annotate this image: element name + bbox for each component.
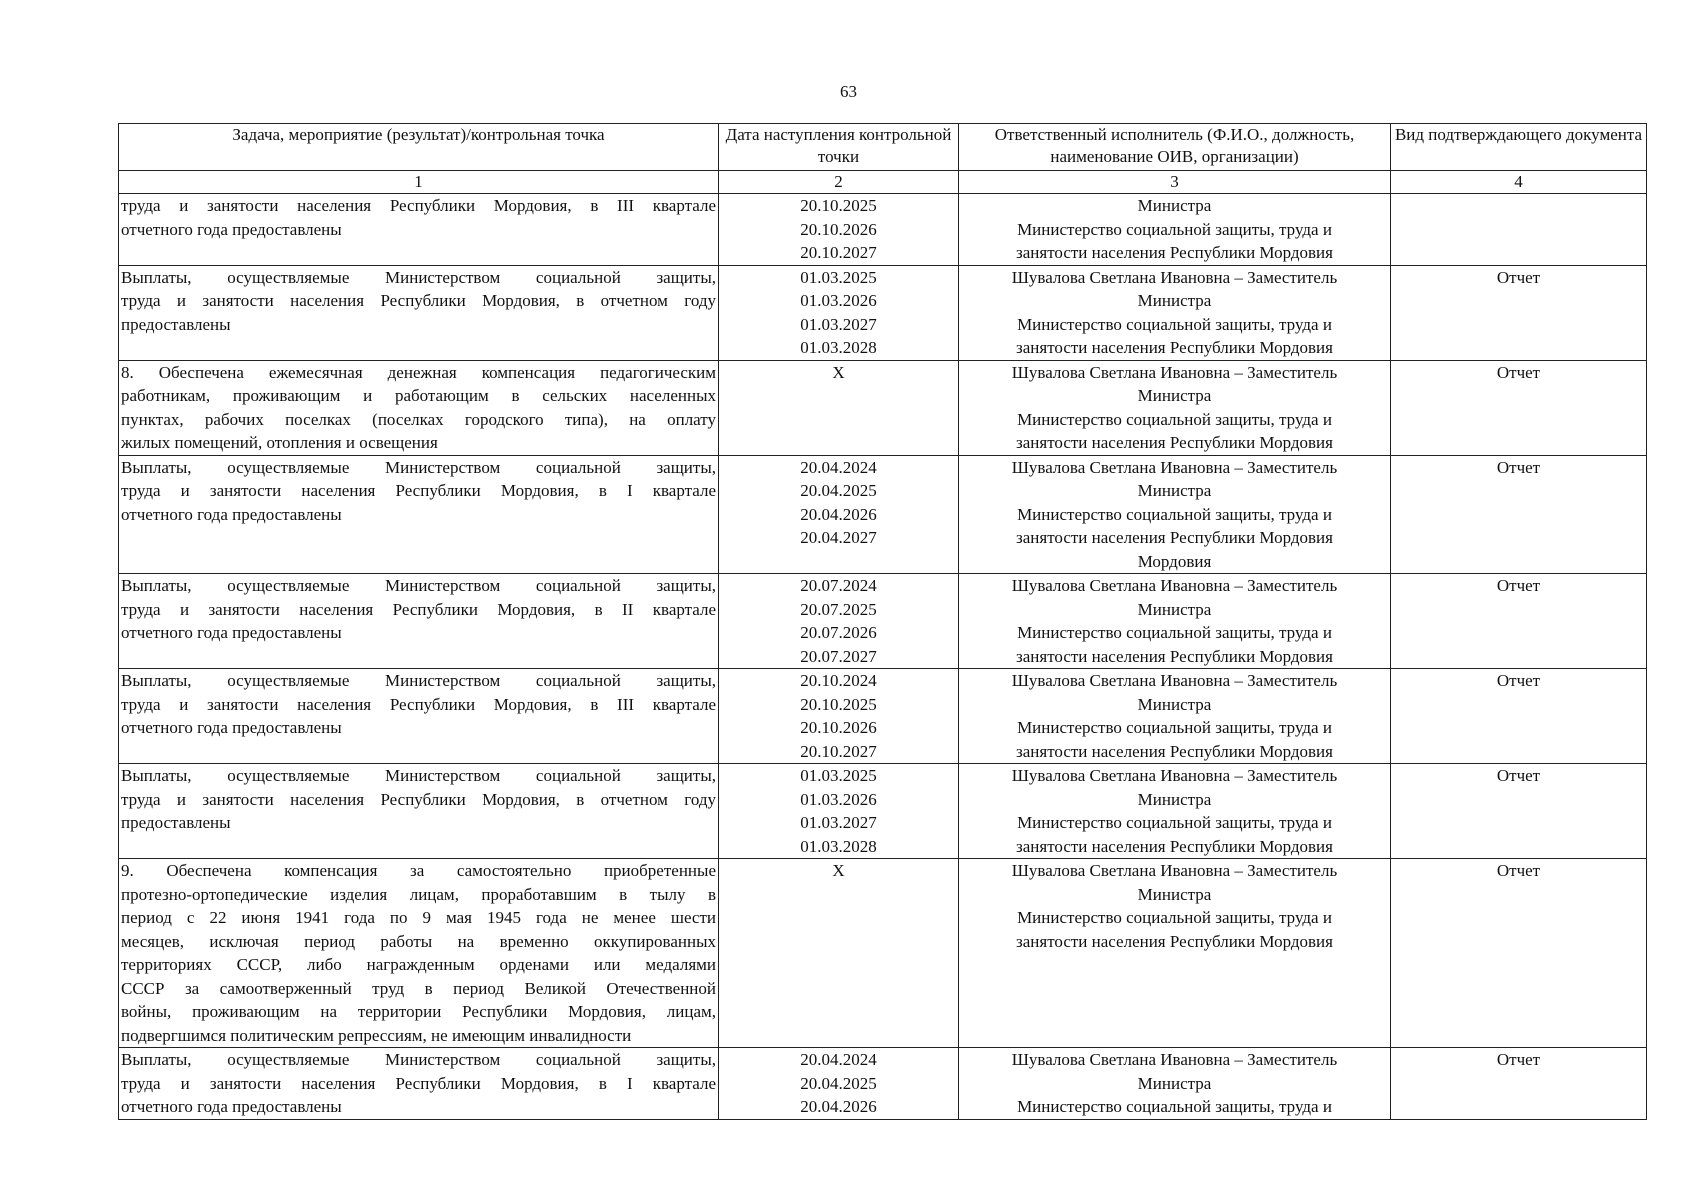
task-line: работникам, проживающим и работающим в сельских населенных	[121, 386, 716, 405]
task-line: период с 22 июня 1941 года по 9 мая 1945 года не менее шести	[121, 908, 716, 927]
control-date: 01.03.2027	[800, 314, 877, 334]
responsible-line: Министерство социальной защиты, труда и	[1017, 623, 1332, 642]
document-type-cell: Отчет	[1391, 859, 1647, 1048]
date-cell	[719, 859, 959, 1048]
task-line: отчетного года предоставлены	[121, 504, 342, 524]
responsible-line: Министерство социальной защиты, труда и	[1017, 409, 1332, 429]
task-line: отчетного года предоставлены	[121, 219, 342, 239]
date-cell	[719, 194, 959, 266]
responsible-line: Министра	[1137, 694, 1212, 714]
column-number-row	[119, 171, 1647, 194]
control-points-table	[118, 123, 1647, 1120]
header-row	[119, 124, 1647, 171]
control-date: 20.04.2025	[800, 481, 877, 500]
responsible-line: занятости населения Республики Мордовия	[1016, 836, 1333, 856]
control-date: 20.07.2024	[800, 576, 877, 595]
control-date: 01.03.2027	[800, 813, 877, 832]
table-row	[119, 1048, 1647, 1120]
task-line: труда и занятости населения Республики Мордовия, в отчетном году	[121, 789, 716, 809]
responsible-line: Министерство социальной защиты, труда и	[1017, 1097, 1332, 1116]
responsible-line: Мордовия	[1137, 551, 1212, 571]
date-cell	[719, 574, 959, 669]
responsible-cell	[959, 265, 1391, 360]
task-line: труда и занятости населения Республики Мордовия, в III квартале	[121, 694, 716, 714]
task-line: войны, проживающим на территории Республики Мордовия, лицам,	[121, 1002, 716, 1021]
document-type-cell: Отчет	[1391, 455, 1647, 574]
responsible-line: Министра	[1137, 1073, 1212, 1093]
control-date: 20.10.2026	[800, 219, 877, 239]
header-task: Задача, мероприятие (результат)/контрольная точка	[119, 124, 719, 171]
control-date: 20.04.2026	[800, 1097, 877, 1116]
header-date: Дата наступления контрольной точки	[719, 124, 959, 171]
task-cell	[119, 574, 719, 669]
task-line: СССР за самоотверженный труд в период Великой Отечественной	[121, 978, 716, 998]
task-line: труда и занятости населения Республики Мордовия, в I квартале	[121, 1073, 716, 1093]
responsible-cell	[959, 574, 1391, 669]
responsible-line: Шувалова Светлана Ивановна – Заместитель	[1011, 1050, 1338, 1069]
responsible-line: Министерство социальной защиты, труда и	[1017, 908, 1332, 927]
document-type-cell: Отчет	[1391, 764, 1647, 859]
task-line: протезно-ортопедические изделия лицам, проработавшим в тылу в	[121, 884, 716, 904]
responsible-cell	[959, 455, 1391, 574]
task-line: отчетного года предоставлены	[121, 1097, 342, 1116]
control-date: 20.04.2026	[800, 504, 877, 524]
control-date: 01.03.2026	[800, 789, 877, 809]
task-line: предоставлены	[121, 813, 231, 832]
task-line: Выплаты, осуществляемые Министерством социальной защиты,	[121, 576, 716, 595]
task-line: труда и занятости населения Республики Мордовия, в III квартале	[121, 196, 716, 215]
control-date: 20.10.2025	[800, 694, 877, 714]
responsible-cell	[959, 669, 1391, 764]
responsible-line: Шувалова Светлана Ивановна – Заместитель	[1011, 267, 1338, 287]
date-cell	[719, 360, 959, 455]
column-number-4: 4	[1391, 171, 1647, 194]
control-date: 20.07.2026	[800, 623, 877, 642]
document-type-cell: Отчет	[1391, 574, 1647, 669]
task-line: предоставлены	[121, 314, 231, 334]
control-date: 01.03.2025	[800, 267, 877, 287]
task-line: отчетного года предоставлены	[121, 718, 342, 737]
responsible-line: Шувалова Светлана Ивановна – Заместитель	[1011, 861, 1338, 880]
control-date: 20.04.2025	[800, 1073, 877, 1093]
column-number-3: 3	[959, 171, 1391, 194]
table-row	[119, 455, 1647, 574]
task-cell	[119, 1048, 719, 1120]
responsible-cell	[959, 764, 1391, 859]
column-number-2: 2	[719, 171, 959, 194]
document-type-cell: Отчет	[1391, 265, 1647, 360]
task-line: 9. Обеспечена компенсация за самостоятельно приобретенные	[121, 861, 716, 880]
control-date: 20.10.2025	[800, 196, 877, 215]
responsible-line: занятости населения Республики Мордовия	[1016, 931, 1333, 951]
responsible-line: Шувалова Светлана Ивановна – Заместитель	[1011, 362, 1338, 382]
table-row	[119, 265, 1647, 360]
document-type-cell	[1391, 194, 1647, 266]
control-date: Х	[832, 861, 845, 880]
responsible-line: Министра	[1137, 884, 1212, 904]
responsible-line: Шувалова Светлана Ивановна – Заместитель	[1011, 576, 1338, 595]
task-cell	[119, 194, 719, 266]
table-row	[119, 859, 1647, 1048]
control-date: 20.04.2024	[800, 457, 877, 477]
responsible-line: занятости населения Республики Мордовия	[1016, 646, 1333, 666]
responsible-line: Шувалова Светлана Ивановна – Заместитель	[1011, 671, 1338, 690]
task-cell	[119, 455, 719, 574]
task-line: Выплаты, осуществляемые Министерством социальной защиты,	[121, 457, 716, 477]
responsible-line: занятости населения Республики Мордовия	[1016, 338, 1333, 357]
table-body	[119, 194, 1647, 1120]
responsible-line: Министра	[1137, 481, 1212, 500]
date-cell	[719, 764, 959, 859]
header-responsible: Ответственный исполнитель (Ф.И.О., должность, наименование ОИВ, организации)	[959, 124, 1391, 171]
table-row	[119, 194, 1647, 266]
task-line: труда и занятости населения Республики Мордовия, в II квартале	[121, 599, 716, 619]
task-cell	[119, 764, 719, 859]
task-cell	[119, 360, 719, 455]
task-cell	[119, 265, 719, 360]
responsible-line: Министра	[1137, 386, 1212, 405]
responsible-cell	[959, 859, 1391, 1048]
table-row	[119, 669, 1647, 764]
table-row	[119, 764, 1647, 859]
date-cell	[719, 455, 959, 574]
task-line: Выплаты, осуществляемые Министерством социальной защиты,	[121, 1050, 716, 1069]
control-date: 20.10.2024	[800, 671, 877, 690]
responsible-line: Министерство социальной защиты, труда и	[1017, 219, 1332, 239]
responsible-line: занятости населения Республики Мордовия	[1016, 433, 1333, 452]
control-date: 01.03.2025	[800, 766, 877, 785]
control-date: 20.04.2024	[800, 1050, 877, 1069]
task-line: месяцев, исключая период работы на временно оккупированных	[121, 931, 716, 951]
table-row	[119, 574, 1647, 669]
responsible-line: Министерство социальной защиты, труда и	[1017, 813, 1332, 832]
responsible-cell	[959, 360, 1391, 455]
date-cell	[719, 669, 959, 764]
document-type-cell: Отчет	[1391, 360, 1647, 455]
responsible-line: Министра	[1137, 291, 1212, 310]
task-line: Выплаты, осуществляемые Министерством социальной защиты,	[121, 267, 716, 287]
control-date: 20.07.2027	[800, 646, 877, 666]
responsible-line: Шувалова Светлана Ивановна – Заместитель	[1011, 766, 1338, 785]
task-cell	[119, 669, 719, 764]
task-line: труда и занятости населения Республики Мордовия, в I квартале	[121, 481, 716, 500]
page-number: 63	[840, 82, 857, 101]
task-line: жилых помещений, отопления и освещения	[121, 433, 438, 452]
responsible-line: Министра	[1137, 599, 1212, 619]
responsible-cell	[959, 194, 1391, 266]
responsible-line: Министра	[1137, 789, 1212, 809]
responsible-line: занятости населения Республики Мордовия	[1016, 741, 1333, 761]
task-line: территориях СССР, либо награжденным орденами или медалями	[121, 955, 716, 974]
document-type-cell: Отчет	[1391, 1048, 1647, 1120]
control-date: 20.10.2027	[800, 741, 877, 761]
responsible-cell	[959, 1048, 1391, 1120]
table-row	[119, 360, 1647, 455]
task-line: 8. Обеспечена ежемесячная денежная компенсация педагогическим	[121, 362, 716, 382]
control-date: 01.03.2028	[800, 338, 877, 357]
control-date: 20.10.2026	[800, 718, 877, 737]
column-number-1: 1	[119, 171, 719, 194]
task-line: подвергшимся политическим репрессиям, не имеющим инвалидности	[121, 1025, 632, 1045]
task-cell	[119, 859, 719, 1048]
task-line: Выплаты, осуществляемые Министерством социальной защиты,	[121, 766, 716, 785]
task-line: Выплаты, осуществляемые Министерством социальной защиты,	[121, 671, 716, 690]
control-date: 01.03.2026	[800, 291, 877, 310]
date-cell	[719, 1048, 959, 1120]
control-date: 01.03.2028	[800, 836, 877, 856]
task-line: пунктах, рабочих поселках (поселках городского типа), на оплату	[121, 409, 716, 429]
header-document: Вид подтверждающего документа	[1391, 124, 1647, 171]
responsible-line: Шувалова Светлана Ивановна – Заместитель	[1011, 457, 1338, 477]
responsible-line: Министерство социальной защиты, труда и	[1017, 504, 1332, 524]
responsible-line: занятости населения Республики Мордовия	[1016, 528, 1333, 547]
responsible-line: занятости населения Республики Мордовия	[1016, 243, 1333, 262]
document-type-cell: Отчет	[1391, 669, 1647, 764]
task-line: труда и занятости населения Республики Мордовия, в отчетном году	[121, 291, 716, 310]
task-line: отчетного года предоставлены	[121, 623, 342, 642]
responsible-line: Министра	[1137, 196, 1212, 215]
date-cell	[719, 265, 959, 360]
control-date: Х	[832, 362, 845, 382]
control-date: 20.07.2025	[800, 599, 877, 619]
control-date: 20.10.2027	[800, 243, 877, 262]
control-date: 20.04.2027	[800, 528, 877, 547]
responsible-line: Министерство социальной защиты, труда и	[1017, 718, 1332, 737]
responsible-line: Министерство социальной защиты, труда и	[1017, 314, 1332, 334]
